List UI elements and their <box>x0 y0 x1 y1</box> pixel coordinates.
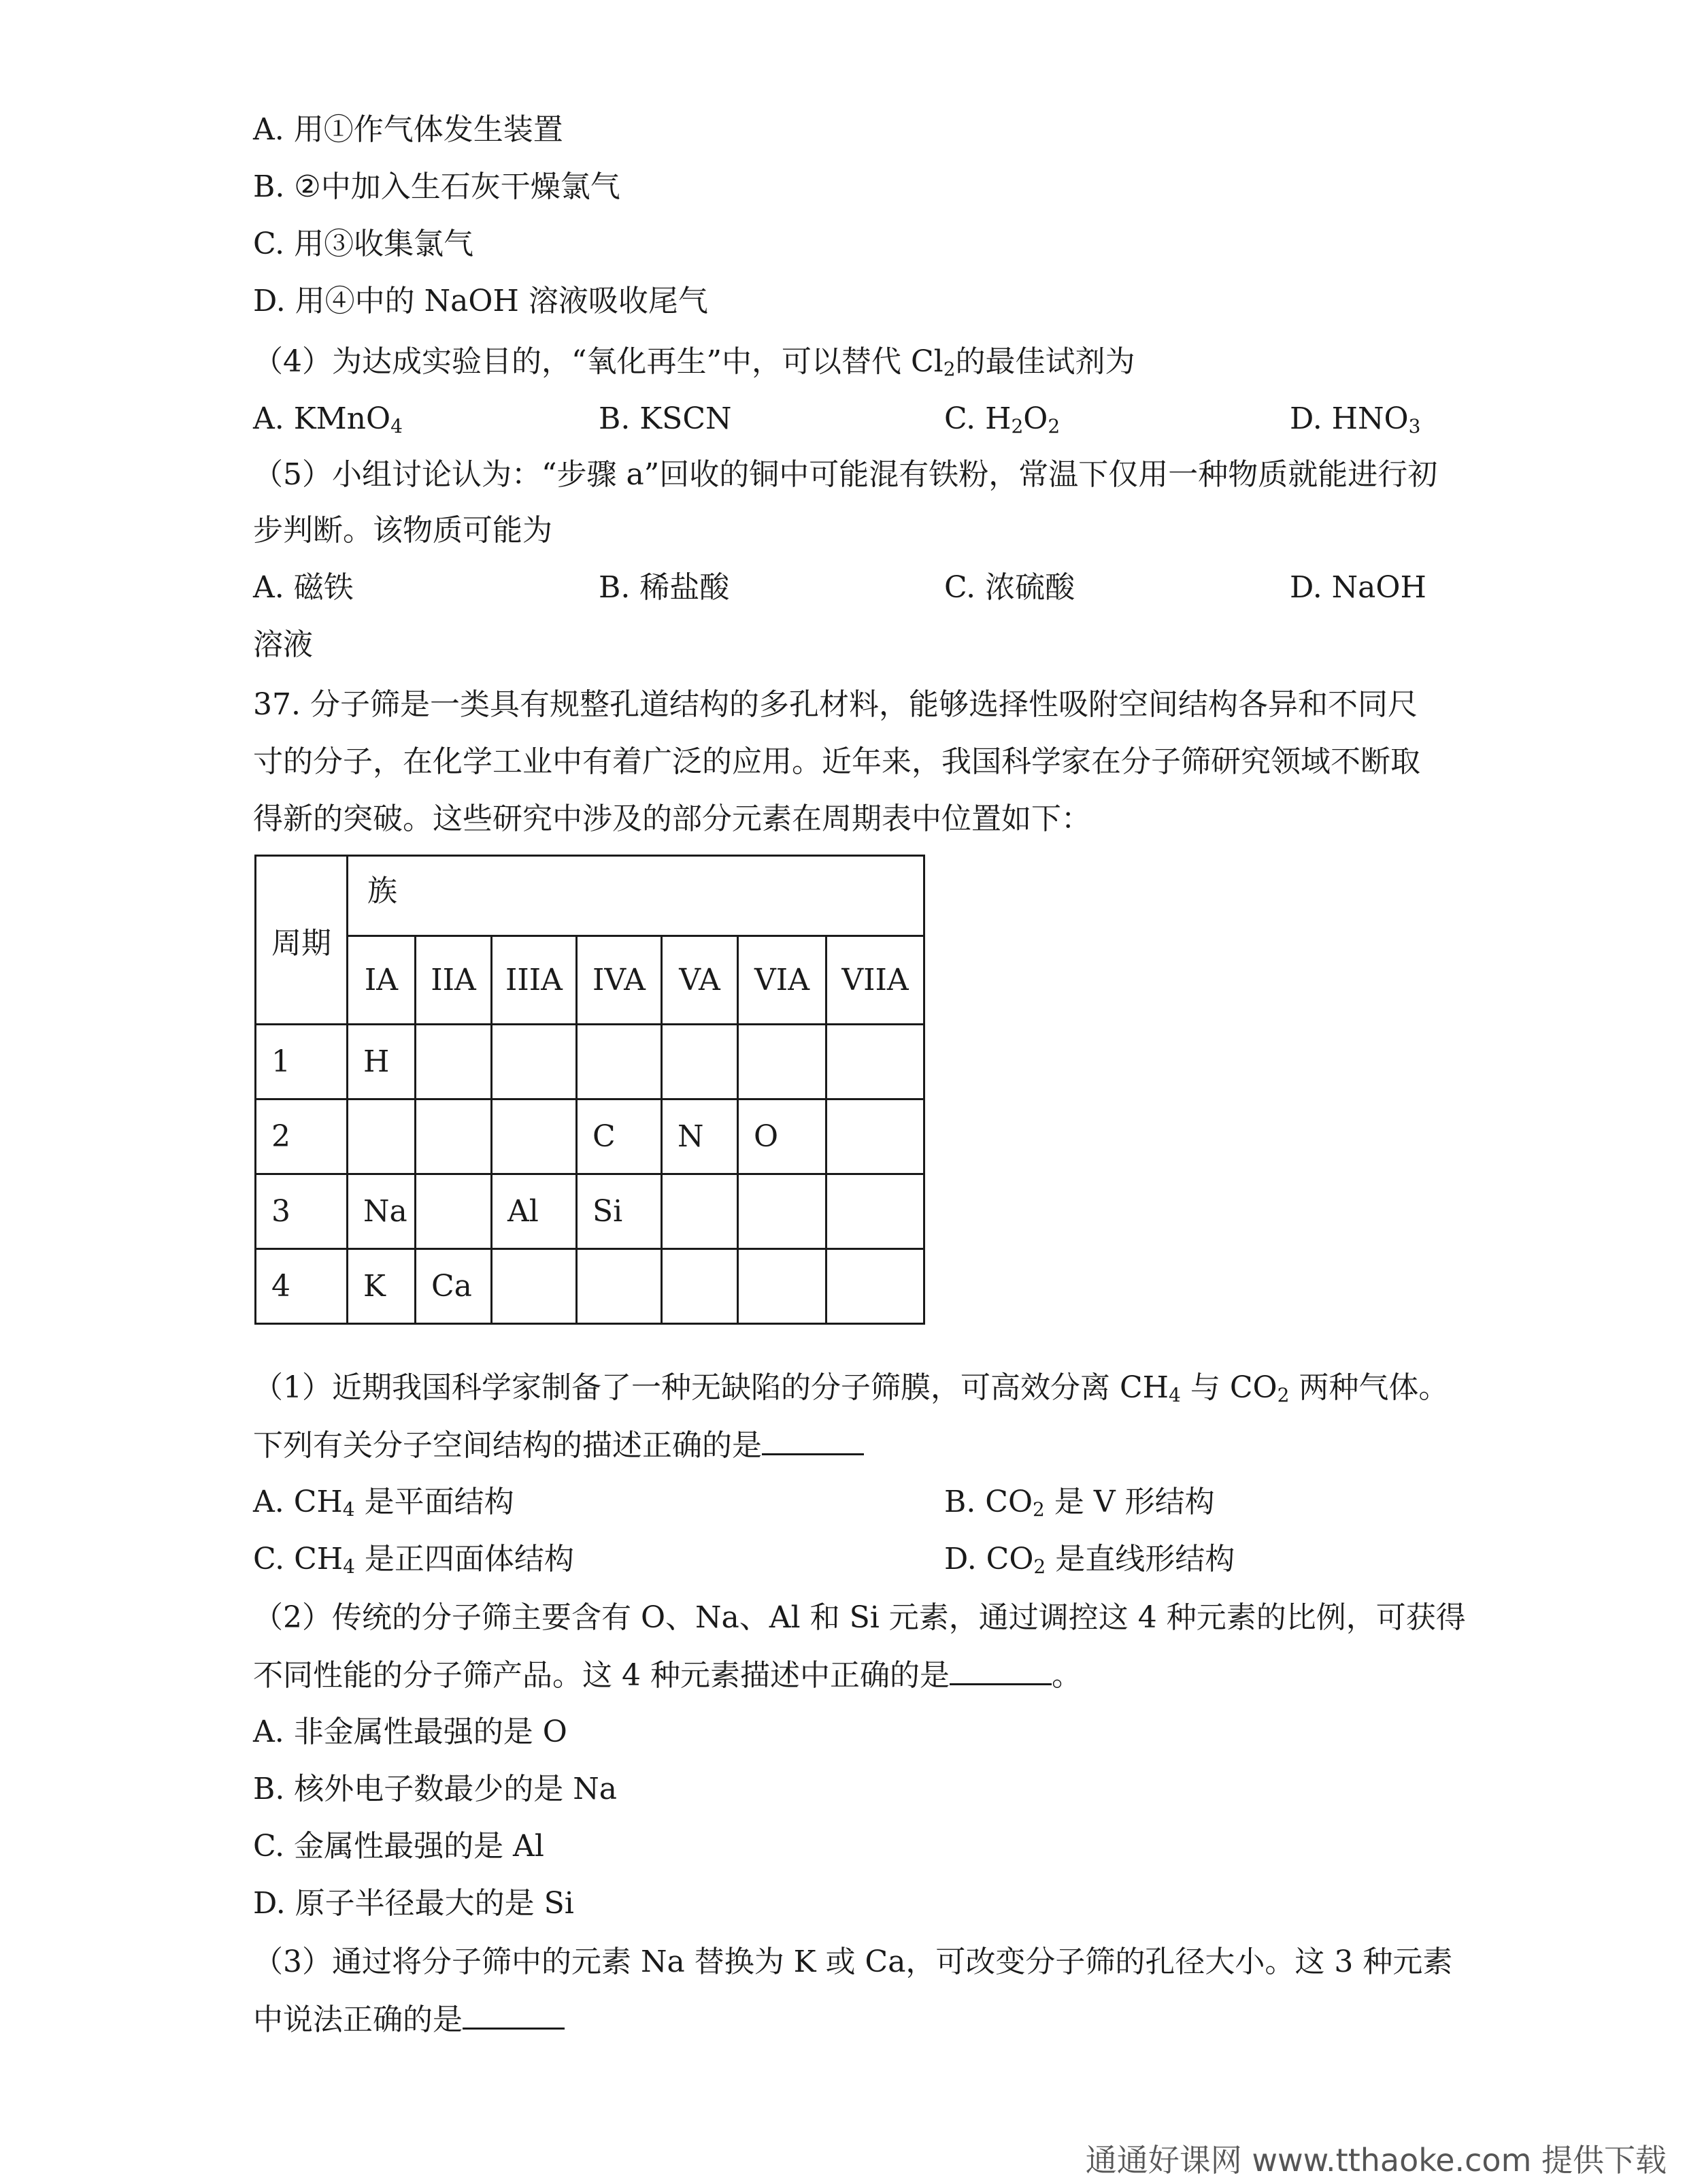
q36-sub5-stem-line1: （5）小组讨论认为：“步骤 a”回收的铜中可能混有铁粉，常温下仅用一种物质就能进行初 <box>253 457 1438 492</box>
group-header: VIIA <box>826 936 924 1025</box>
group-header: IVA <box>577 936 662 1025</box>
element-cell: N <box>662 1099 738 1174</box>
element-cell: H <box>348 1025 416 1099</box>
q37-sub2-option-c: C. 金属性最强的是 Al <box>253 1829 544 1864</box>
table-row <box>256 1174 924 1249</box>
q36-sub4-option-c: C. $H_2O_2$ <box>944 401 1060 437</box>
element-cell <box>826 1174 924 1249</box>
group-header: VA <box>662 936 738 1025</box>
q37-sub1-line2: 下列有关分子空间结构的描述正确的是 <box>253 1426 864 1465</box>
q37-sub1-option-c: C. $CH_4$ 是正四面体结构 <box>253 1542 574 1578</box>
element-cell: C <box>577 1099 662 1174</box>
element-cell <box>738 1025 826 1099</box>
table-row <box>256 1099 924 1174</box>
table-row <box>256 1249 924 1324</box>
element-cell: Ca <box>416 1249 492 1324</box>
element-cell: Al <box>492 1174 577 1249</box>
table-header-period: 周期 <box>256 856 348 1025</box>
q36-sub5-option-a: A. 磁铁 <box>253 570 354 605</box>
q37-intro-line3: 得新的突破。这些研究中涉及的部分元素在周期表中位置如下： <box>253 801 1091 836</box>
q36-sub5-option-d-cont: 溶液 <box>253 627 313 662</box>
element-cell <box>577 1249 662 1324</box>
q36-sub4-stem: （4）为达成实验目的，“氧化再生”中，可以替代 $Cl_2$的最佳试剂为 <box>253 344 1135 380</box>
element-cell: O <box>738 1099 826 1174</box>
q37-sub2-line2: 不同性能的分子筛产品。这 4 种元素描述中正确的是 。 <box>253 1656 1082 1695</box>
q36-sub5-option-b: B. 稀盐酸 <box>599 570 730 605</box>
element-cell <box>492 1249 577 1324</box>
period-label: 2 <box>256 1099 348 1174</box>
element-cell <box>416 1174 492 1249</box>
periodic-table <box>254 855 925 1325</box>
element-cell: Na <box>348 1174 416 1249</box>
q37-sub1-option-a: A. $CH_4$ 是平面结构 <box>253 1485 514 1521</box>
q36-sub5-stem-line2: 步判断。该物质可能为 <box>253 513 552 548</box>
element-cell <box>492 1025 577 1099</box>
table-row <box>256 1025 924 1099</box>
element-cell: Si <box>577 1174 662 1249</box>
q36-sub5-option-c: C. 浓硫酸 <box>944 570 1075 605</box>
q37-sub1-option-d: D. $CO_2$ 是直线形结构 <box>944 1542 1235 1578</box>
group-header: IIA <box>416 936 492 1025</box>
answer-blank[interactable] <box>950 1656 1052 1685</box>
q37-sub2-option-a: A. 非金属性最强的是 O <box>253 1715 567 1749</box>
q36-sub4-option-d: D. $HNO_3$ <box>1290 401 1421 437</box>
period-label: 1 <box>256 1025 348 1099</box>
element-cell <box>416 1025 492 1099</box>
period-label: 3 <box>256 1174 348 1249</box>
element-cell <box>826 1099 924 1174</box>
q37-sub3-line1: （3）通过将分子筛中的元素 Na 替换为 K 或 Ca，可改变分子筛的孔径大小。这 3 种元素 <box>253 1945 1453 1979</box>
q36-sub3-option-c: C. 用③收集氯气 <box>253 227 474 261</box>
element-cell <box>492 1099 577 1174</box>
q37-sub3-line2: 中说法正确的是 <box>253 2000 565 2039</box>
q37-sub2-line1: （2）传统的分子筛主要含有 O、Na、Al 和 Si 元素，通过调控这 4 种元素的比例，可获得 <box>253 1600 1466 1635</box>
q37-sub1-line1: （1）近期我国科学家制备了一种无缺陷的分子筛膜，可高效分离 $CH_4$ 与 $CO_2$ 两种气体。 <box>253 1370 1449 1406</box>
element-cell <box>416 1099 492 1174</box>
element-cell <box>662 1174 738 1249</box>
q36-sub4-option-a: A. KMnO$_4$ <box>253 401 403 437</box>
element-cell <box>577 1025 662 1099</box>
q37-intro-line1: 37. 分子筛是一类具有规整孔道结构的多孔材料，能够选择性吸附空间结构各异和不同尺 <box>253 687 1418 722</box>
element-cell <box>348 1099 416 1174</box>
footer-watermark: 通通好课网 www.tthaoke.com 提供下载 <box>1085 2142 1667 2179</box>
q37-sub2-option-d: D. 原子半径最大的是 Si <box>253 1886 574 1921</box>
group-header: IA <box>348 936 416 1025</box>
group-header: IIIA <box>492 936 577 1025</box>
q36-sub3-option-a: A. 用①作气体发生装置 <box>253 112 563 147</box>
element-cell: K <box>348 1249 416 1324</box>
q36-sub3-option-d: D. 用④中的 NaOH 溶液吸收尾气 <box>253 284 708 318</box>
period-label: 4 <box>256 1249 348 1324</box>
element-cell <box>662 1249 738 1324</box>
table-header-group: 族 <box>348 856 924 936</box>
q37-sub2-option-b: B. 核外电子数最少的是 Na <box>253 1772 618 1806</box>
q36-sub3-option-b: B. ②中加入生石灰干燥氯气 <box>253 169 620 204</box>
answer-blank[interactable] <box>463 2000 565 2030</box>
q37-intro-line2: 寸的分子，在化学工业中有着广泛的应用。近年来，我国科学家在分子筛研究领域不断取 <box>253 744 1420 779</box>
element-cell <box>738 1174 826 1249</box>
group-header: VIA <box>738 936 826 1025</box>
element-cell <box>826 1025 924 1099</box>
element-cell <box>662 1025 738 1099</box>
q37-sub1-option-b: B. $CO_2$ 是 V 形结构 <box>944 1485 1215 1521</box>
answer-blank[interactable] <box>762 1426 864 1455</box>
q36-sub5-option-d: D. NaOH <box>1290 570 1426 605</box>
element-cell <box>826 1249 924 1324</box>
element-cell <box>738 1249 826 1324</box>
q36-sub4-option-b: B. KSCN <box>599 401 732 436</box>
